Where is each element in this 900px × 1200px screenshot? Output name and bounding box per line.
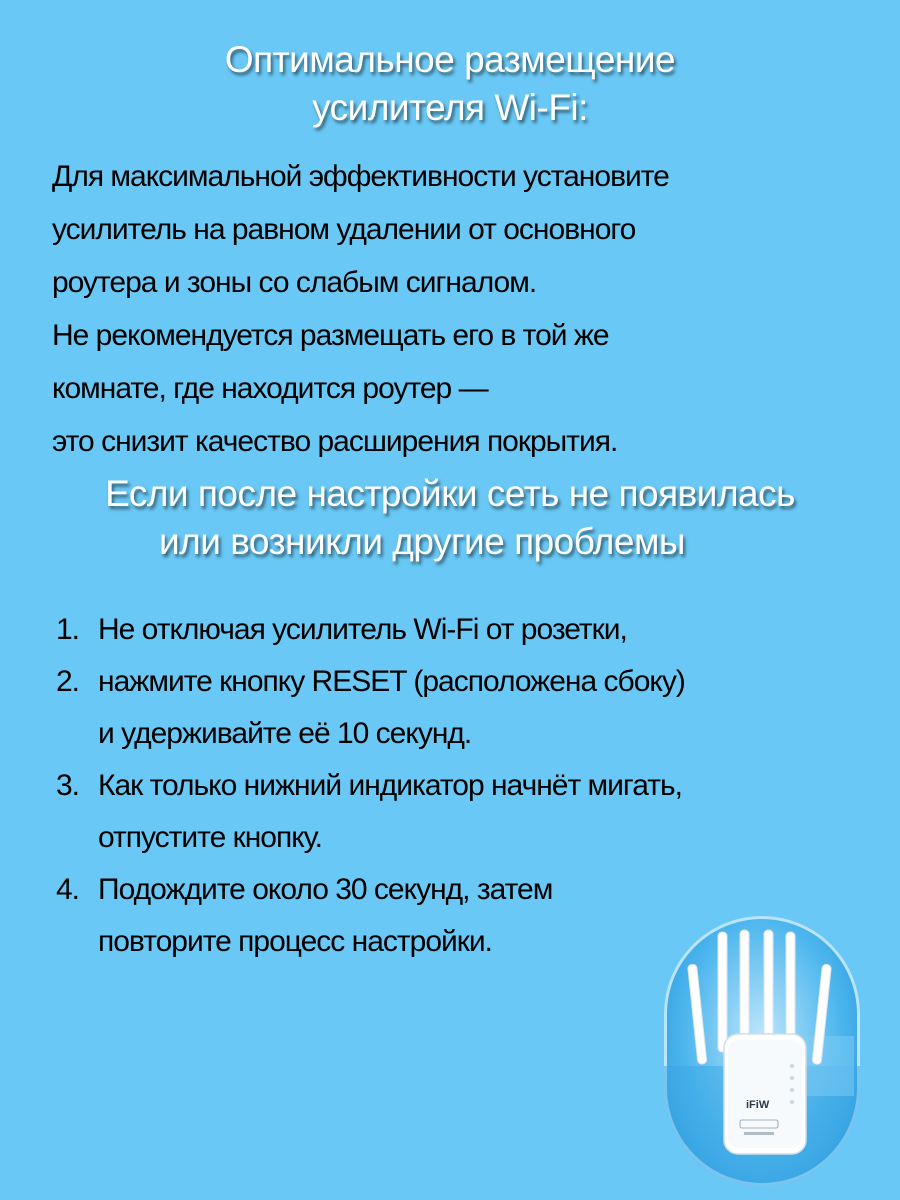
title-placement-line1: Оптимальное размещение xyxy=(224,39,676,80)
paragraph-line: комнате, где находится роутер — xyxy=(52,372,488,405)
step-item xyxy=(56,604,896,656)
step-item xyxy=(56,656,896,760)
title-troubleshooting-line1: Если после настройки сеть не появилась xyxy=(105,473,795,514)
paragraph-line: Не рекомендуется размещать его в той же xyxy=(52,319,609,352)
paragraph-line: это снизит качество расширения покрытия. xyxy=(52,425,618,458)
title-troubleshooting xyxy=(0,470,900,566)
step-line: отпустите кнопку. xyxy=(98,821,323,854)
title-placement-line2: усилителя Wi-Fi: xyxy=(312,87,588,128)
step-line: повторите процесс настройки. xyxy=(98,925,492,958)
step-line: Подождите около 30 секунд, затем xyxy=(98,873,553,906)
title-troubleshooting-line2: или возникли другие проблемы xyxy=(158,521,685,562)
paragraph-line: усилитель на равном удалении от основного xyxy=(52,213,636,246)
step-line: и удерживайте её 10 секунд. xyxy=(98,717,472,750)
step-number: 1. xyxy=(56,613,80,646)
paragraph-line: роутера и зоны со слабым сигналом. xyxy=(52,266,537,299)
brand-logo: iFiW xyxy=(746,1099,770,1111)
step-number: 2. xyxy=(56,665,80,698)
step-line: нажмите кнопку RESET (расположена сбоку) xyxy=(98,665,685,698)
wifi-repeater-photo xyxy=(664,916,860,1186)
paragraph-line: Для максимальной эффективности установите xyxy=(52,160,669,193)
wifi-repeater-illustration xyxy=(664,916,860,1186)
step-line: Как только нижний индикатор начнёт мигать, xyxy=(98,769,682,802)
step-number: 4. xyxy=(56,873,80,906)
step-number: 3. xyxy=(56,769,80,802)
title-placement xyxy=(0,36,900,132)
step-line: Не отключая усилитель Wi-Fi от розетки, xyxy=(98,613,627,646)
step-item xyxy=(56,760,896,864)
reset-steps-list xyxy=(56,604,896,968)
placement-paragraph xyxy=(52,150,892,468)
